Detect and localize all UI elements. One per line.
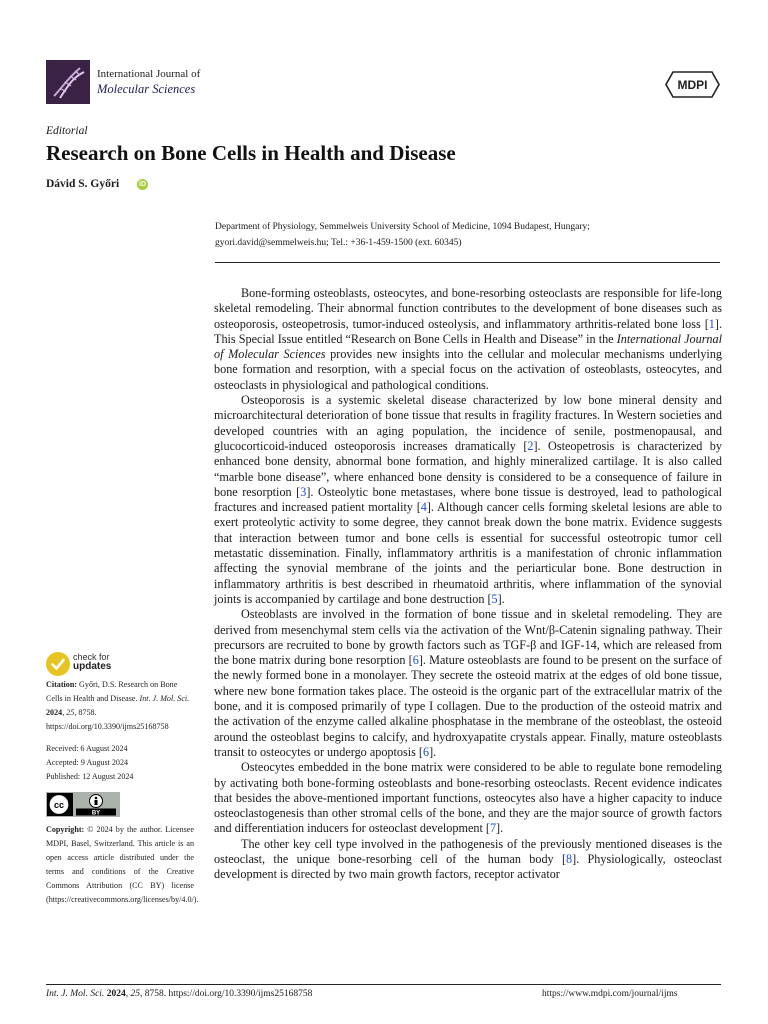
dna-helix-icon xyxy=(46,60,90,104)
received-date: Received: 6 August 2024 xyxy=(46,744,128,753)
citation-link[interactable]: 7 xyxy=(489,821,497,836)
footer-divider xyxy=(46,984,721,985)
article-type: Editorial xyxy=(46,125,88,137)
dates-block xyxy=(46,742,194,784)
published-date: Published: 12 August 2024 xyxy=(46,772,134,781)
accepted-date: Accepted: 9 August 2024 xyxy=(46,758,129,767)
cc-by-license-badge[interactable] xyxy=(46,792,120,817)
paragraph: The other key cell type involved in the pathogenesis of the previously mentioned diseases is the osteoclast, the unique bone-resorbing cell of the human body [8]. Physiologically, osteoclast development is directed by two main growth factors, receptor activator xyxy=(214,836,722,882)
author-name[interactable]: Dávid S. Győri xyxy=(46,178,120,190)
citation-link[interactable]: 1 xyxy=(708,316,715,331)
mdpi-logo[interactable] xyxy=(665,71,720,98)
check-updates-icon xyxy=(46,652,70,676)
paragraph: Osteoporosis is a systemic skeletal disease characterized by low bone mineral density and microarchitectural deterioration of bone tissue that results in fragility fractures. In Western societies and developed countries with an aging population, the incidence of senile, postmenopausal, and glucocorticoid-induced osteoporosis increases dramatically [2]. Osteopetrosis is characterized by enhanced bone density, abnormal bone formation, and highly mineralized cartilage. It is also called “marble bone disease”, where enhanced bone density is considered to be a consequence of failure in bone resorption [3]. Osteolytic bone metastases, where bone tissue is destroyed, lead to pathological fractures and increased patient mortality [4]. Although cancer cells forming skeletal lesions are able to exert proteolytic activity to some degree, they cannot break down the bone matrix. Evidence suggests that interaction between tumor and bone cells is essential for successful osteotropic tumor cell metastatic dissemination. Finally, inflammatory arthritis is a manifestation of chronic inflammation affecting the synovial membrane of the joints and the periarticular bone. Bone destruction in inflammatory arthritis is best described in rheumatoid arthritis, where inflammation of the synovial joints is accompanied by cartilage and bone destruction [5]. xyxy=(214,393,723,606)
citation-block: Citation: Győri, D.S. Research on Bone Cells in Health and Disease. Int. J. Mol. Sci. 2024, 25, 8758. https://doi.org/10.3390/ijms25168758 xyxy=(46,680,190,731)
article-body xyxy=(214,286,722,883)
affiliation-line: Department of Physiology, Semmelweis University School of Medicine, 1094 Budapest, Hungary; xyxy=(215,222,590,232)
footer-journal-url[interactable]: https://www.mdpi.com/journal/ijms xyxy=(542,989,678,999)
citation-link[interactable]: 5 xyxy=(491,591,498,606)
paragraph: Osteoblasts are involved in the formation of bone tissue and in skeletal remodeling. They are derived from mesenchymal stem cells via the activation of the Wnt/β-Catenin signaling pathway. Their precursors are recruited to bone by growth factors such as TGF-β and IGF-14, which are released from the bone matrix during bone resorption [6]. Mature osteoblasts are found to be present on the surface of the newly formed bone in a monolayer. They secrete the osteoid matrix at the edges of old bone tissue, where new bone formation takes place. The osteoid is the organic part of the extracellular matrix of the bone, and it is composed primarily of type I collagen. Due to the production of the osteoid matrix and the activation of the enzyme called alkaline phosphatase in the membrane of the osteoblast, the osteoid around the osteoblast begins to calcify, and hydroxyapatite crystals appear. Finally, mature osteoblasts transit to osteocytes or undergo apoptosis [6]. xyxy=(214,607,722,759)
journal-logo xyxy=(46,60,90,104)
citation-link[interactable]: 6 xyxy=(422,744,430,759)
citation-link[interactable]: 4 xyxy=(420,500,427,515)
copyright-block: Copyright: © 2024 by the author. Licensee MDPI, Basel, Switzerland. This article is an open access article distributed under the terms and conditions of the Creative Commons Attribution (CC BY) license (https://creativecommons.org/licenses/by/4.0/). xyxy=(46,825,199,904)
footer-citation: Int. J. Mol. Sci. 2024, 25, 8758. https://doi.org/10.3390/ijms25168758 xyxy=(46,989,313,999)
citation-link[interactable]: 8 xyxy=(566,851,573,866)
article-title: Research on Bone Cells in Health and Disease xyxy=(46,141,456,165)
footer-doi-link[interactable]: , 8758. https://doi.org/10.3390/ijms25168758 xyxy=(139,989,313,999)
mdpi-logo-text: MDPI xyxy=(677,78,708,92)
header-divider xyxy=(215,262,720,263)
orcid-icon[interactable]: iD xyxy=(139,181,146,188)
sidebar xyxy=(46,678,199,907)
by-icon: BY xyxy=(91,810,101,817)
paragraph: Bone-forming osteoblasts, osteocytes, and bone-resorbing osteoclasts are responsible for life-long skeletal remodeling. Their abnormal function contributes to the development of bone diseases such as osteoporosis, osteopetrosis, tumor-induced osteolysis, and inflammatory arthritis-related bone loss [1]. This Special Issue entitled “Research on Bone Cells in Health and Disease” in the International Journal of Molecular Sciences provides new insights into the cellular and molecular mechanisms underlying bone formation and resorption, with a special focus on the activation of osteoblasts, osteocytes, and osteoclasts in physiological and pathological conditions. xyxy=(214,286,723,392)
journal-name-line1: International Journal of xyxy=(97,68,201,80)
check-updates-line2: updates xyxy=(73,661,112,672)
citation-link[interactable]: 6 xyxy=(412,653,419,668)
citation-doi[interactable]: , 8758. https://doi.org/10.3390/ijms25168758 xyxy=(46,708,169,731)
journal-name-line2: Molecular Sciences xyxy=(97,82,196,96)
check-for-updates-button[interactable] xyxy=(46,652,166,676)
paragraph: Osteocytes embedded in the bone matrix were considered to be able to regulate bone remodeling by activating both bone-forming osteoblasts and bone-resorbing osteoclasts. Recent evidence indicates that besides the above-mentioned important functions, osteocytes also have a higher capacity to induce osteoclastogenesis than other stromal cells of the bone, and they are the major source of growth factors and differentiation inducers for osteoclast development [7]. xyxy=(214,760,722,836)
citation-link[interactable]: 2 xyxy=(527,438,534,453)
cc-icon: cc xyxy=(53,800,65,810)
citation-link[interactable]: 3 xyxy=(300,484,307,499)
affiliation-contact: gyori.david@semmelweis.hu; Tel.: +36-1-459-1500 (ext. 60345) xyxy=(215,238,462,248)
check-updates-line1: check for xyxy=(73,652,110,662)
mdpi-logo-icon xyxy=(665,71,720,98)
affiliation xyxy=(215,219,715,251)
